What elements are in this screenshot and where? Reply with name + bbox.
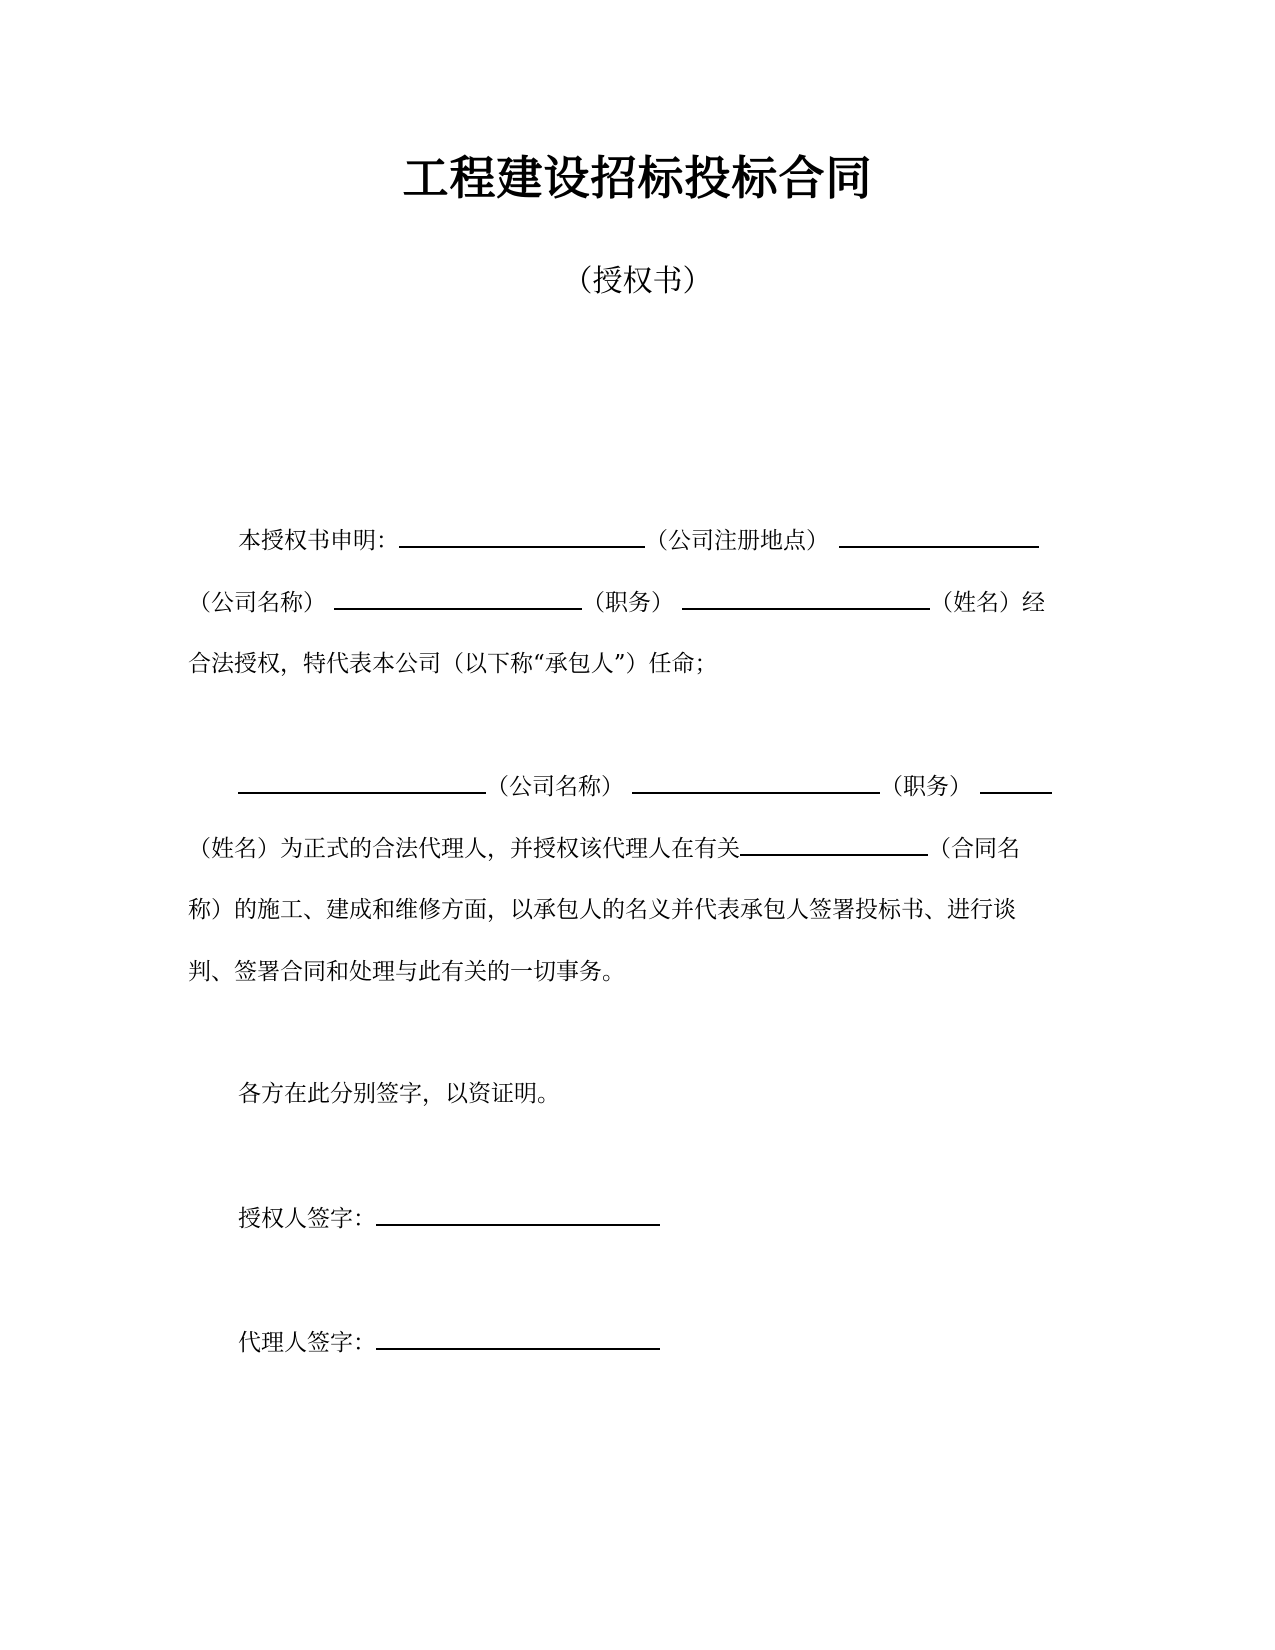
- person-name-label: （姓名）经: [930, 590, 1045, 616]
- witness-statement: 各方在此分别签字，以资证明。: [238, 1081, 560, 1107]
- agent-appointment-text: （姓名）为正式的合法代理人，并授权该代理人在有关: [188, 836, 740, 862]
- authorizer-signature-blank[interactable]: [376, 1202, 660, 1226]
- agent-signature-label: 代理人签字：: [238, 1330, 376, 1356]
- registered-address-label: （公司注册地点）: [645, 528, 829, 554]
- agent-position-blank[interactable]: [632, 770, 880, 794]
- para2-line2: [188, 832, 1088, 865]
- position-label: （职务）: [582, 590, 674, 616]
- authorizer-signature-label: 授权人签字：: [238, 1206, 376, 1232]
- agent-name-blank[interactable]: [980, 770, 1052, 794]
- agent-company-blank[interactable]: [238, 770, 486, 794]
- person-name-blank-1[interactable]: [682, 586, 930, 610]
- para2-line1: [238, 770, 1088, 803]
- registered-address-blank[interactable]: [399, 524, 645, 548]
- position-blank-1[interactable]: [334, 586, 582, 610]
- para2-line4: 判、签署合同和处理与此有关的一切事务。: [188, 959, 625, 985]
- document-subtitle: （授权书）: [562, 264, 713, 299]
- para1-line3: 合法授权，特代表本公司（以下称“承包人”）任命；: [188, 651, 718, 677]
- contract-name-blank[interactable]: [740, 832, 928, 856]
- para1-line1: [238, 524, 1088, 557]
- agent-signature-row: [238, 1326, 1088, 1359]
- authorizer-signature-row: [238, 1202, 1088, 1235]
- statement-label: 本授权书申明：: [238, 528, 399, 554]
- para1-line2: [188, 586, 1088, 619]
- agent-company-label: （公司名称）: [486, 774, 624, 800]
- company-name-blank-1[interactable]: [839, 524, 1039, 548]
- company-name-label: （公司名称）: [188, 590, 326, 616]
- agent-signature-blank[interactable]: [376, 1326, 660, 1350]
- contract-name-label: （合同名: [928, 836, 1020, 862]
- para2-line3: 称）的施工、建成和维修方面，以承包人的名义并代表承包人签署投标书、进行谈: [188, 897, 1016, 923]
- agent-position-label: （职务）: [880, 774, 972, 800]
- document-title: 工程建设招标投标合同: [402, 151, 873, 205]
